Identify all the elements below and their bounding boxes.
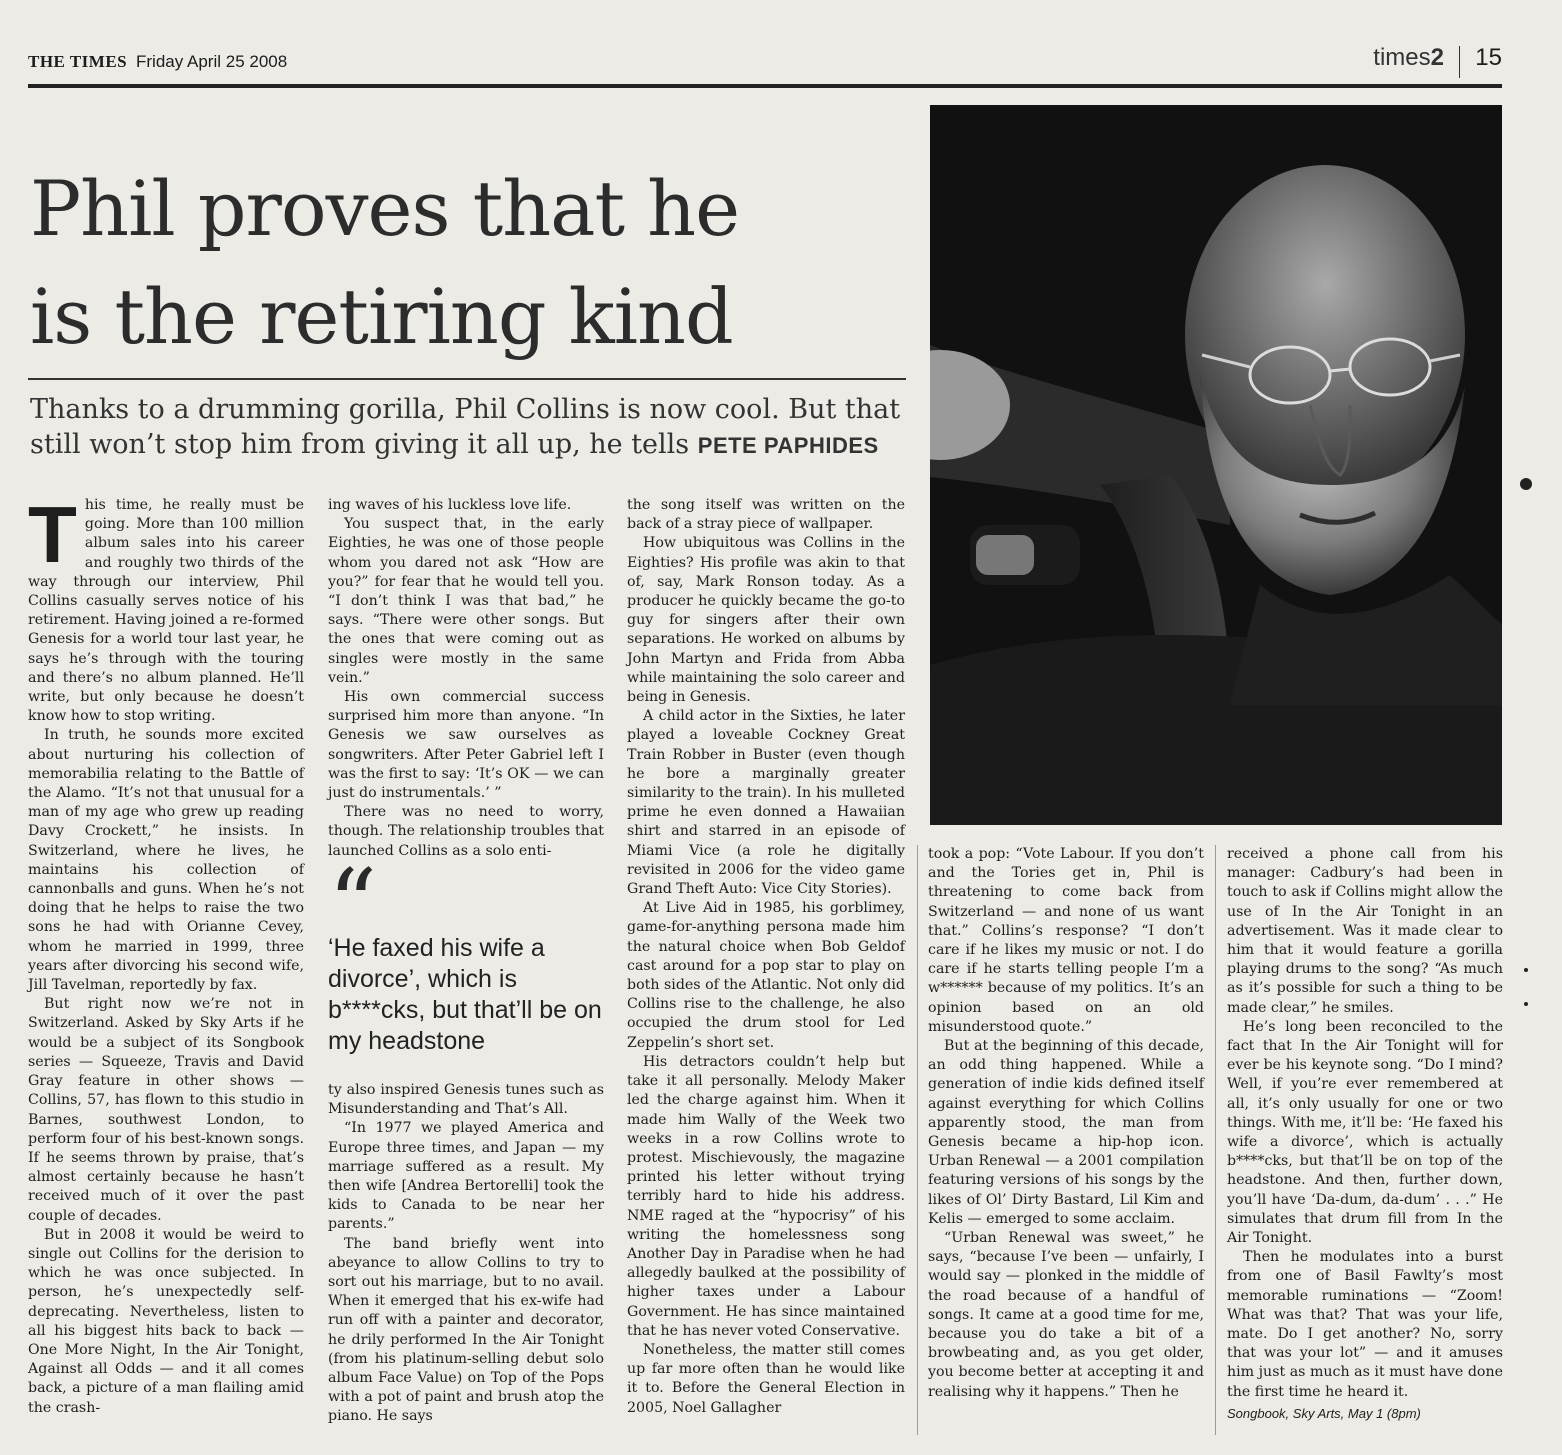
article-paragraph: took a pop: “Vote Labour. If you don’t and the Tories get in, Phil is threatening to come back from Switzerland — and none of us want that.” Collins’s response? “I don’t care if he likes my music or not. I do care if he starts telling people I’m a w****** because of my politics. It’s an opinion based on an old misunderstood quote.” xyxy=(928,846,1204,1035)
drop-cap: T xyxy=(28,490,77,579)
page-number-divider xyxy=(1459,46,1460,78)
article-column-4 xyxy=(928,845,1204,1402)
margin-dot xyxy=(1520,478,1532,490)
margin-dot xyxy=(1524,1002,1528,1006)
quote-mark-icon: “ xyxy=(328,849,378,961)
pull-quote-text: ‘He faxed his wife a divorce’, which is b****cks, but that’ll be on my headstone xyxy=(328,934,602,1055)
article-paragraph: This time, he really must be going. More than 100 million album sales into his career and roughly two thirds of the way through our interview, Phil Collins casually serves notice of his retirement. Having joined a re-formed Genesis for a world tour last year, he says he’s through with the touring and there’s no album planned. He’ll write, but only because he doesn’t know how to stop writing. xyxy=(28,490,304,725)
article-paragraph: In truth, he sounds more excited about nurturing his collection of memorabilia relating to the Battle of the Alamo. “It’s not that unusual for a man of my age who grew up reading Davy Crockett,” he insists. In Switzerland, where he lives, he maintains his collection of cannonballs and guns. When he’s not doing that he helps to raise the two sons he had with Orianne Cevey, whom he married in 1999, three years after divorcing his second wife, Jill Tavelman, reportedly by fax. xyxy=(28,727,304,994)
article-column-1 xyxy=(28,490,304,1418)
margin-dot xyxy=(1524,968,1528,972)
masthead-rule xyxy=(28,84,1502,88)
article-paragraph: At Live Aid in 1985, his gorblimey, game-for-anything persona made him the natural choice when Bob Geldof cast around for a pop star to play on both sides of the Atlantic. Not only did Collins rise to the challenge, he also occupied the drum stool for Led Zeppelin’s short set. xyxy=(627,900,905,1051)
column-divider xyxy=(917,845,918,1435)
article-paragraph: How ubiquitous was Collins in the Eighties? His profile was akin to that of, say, Mark Ronson today. As a producer he quickly became the go-to guy for singers after their own separations. He worked on albums by John Martyn and Frida from Abba while maintaining the solo career and being in Genesis. xyxy=(627,535,905,706)
column-divider xyxy=(1215,845,1216,1435)
portrait-photo xyxy=(930,105,1502,825)
headline xyxy=(30,155,910,371)
publication-date: Friday April 25 2008 xyxy=(136,52,288,71)
article-paragraph: Then he modulates into a burst from one of Basil Fawlty’s most memorable ruminations — “Zoom! What was that? That was your life, mate. Do I get another? No, sorry that was your lot” — and it amuses him just as much as it must have done the first time he heard it. xyxy=(1227,1249,1503,1400)
masthead xyxy=(28,46,1502,86)
portrait-illustration xyxy=(930,105,1502,825)
article-paragraph: the song itself was written on the back of a stray piece of wallpaper. xyxy=(627,497,905,533)
article-paragraph: You suspect that, in the early Eighties, he was one of those people whom you dared not ask “How are you?” for fear that he would tell you. “I don’t think I was that bad,” he says. “There were other songs. But the ones that were coming out as singles were mostly in the same vein.” xyxy=(328,516,604,686)
article-paragraph: ing waves of his luckless love life. xyxy=(328,497,572,513)
article-column-3 xyxy=(627,496,905,1418)
standfirst xyxy=(30,392,910,462)
article-paragraph: ty also inspired Genesis tunes such as Misunderstanding and That’s All. xyxy=(328,1082,604,1118)
page-number: 15 xyxy=(1475,44,1502,71)
article-paragraph: But at the beginning of this decade, an odd thing happened. While a generation of indie kids defined itself against everything for which Collins apparently stood, the man from Genesis became a hip-hop icon. Urban Renewal — a 2001 compilation featuring versions of his songs by the likes of Ol’ Dirty Bastard, Lil Kim and Kelis — emerged to some acclaim. xyxy=(928,1038,1204,1227)
article-column-5 xyxy=(1227,845,1503,1423)
headline-line-2: is the retiring kind xyxy=(30,271,733,361)
article-column-2-continued xyxy=(328,1081,604,1427)
article-paragraph: The band briefly went into abeyance to allow Collins to try to sort out his marriage, but to no avail. When it emerged that his ex-wife had run off with a painter and decorator, he drily performed In the Air Tonight (from his platinum-selling debut solo album Face Value) on Top of the Pops with a pot of paint and brush atop the piano. He says xyxy=(328,1235,604,1425)
article-paragraph: received a phone call from his manager: Cadbury’s had been in touch to ask if Collins might allow the use of In the Air Tonight in an advertisement. Was it made clear to him that it would feature a gorilla playing drums to the song? “As much as it’s possible for such a thing to be made clear,” he smiles. xyxy=(1227,846,1503,1016)
article-paragraph: But right now we’re not in Switzerland. Asked by Sky Arts if he would be a subject of its Songbook series — Squeeze, Travis and David Gray feature in other shows — Collins, 57, has flown to this studio in Barnes, southwest London, to perform four of his best-known songs. If he seems thrown by praise, that’s almost certainly because he hasn’t received much of it over the past couple of decades. xyxy=(28,996,304,1224)
standfirst-text: Thanks to a drumming gorilla, Phil Collins is now cool. But that still won’t stop him from giving it all up, he tells xyxy=(30,394,901,461)
byline: PETE PAPHIDES xyxy=(697,433,879,459)
article-paragraph: His own commercial success surprised him more than anyone. “In Genesis we saw ourselves as songwriters. After Peter Gabriel left I was the first to say: ‘It’s OK — we can just do instrumentals.’ ” xyxy=(328,689,604,802)
article-paragraph: “Urban Renewal was sweet,” he says, “because I’ve been — unfairly, I would say — plonked in the middle of the road because of a handful of songs. It came at a good time for me, because you do take a bit of a browbeating and, as you get older, you become better at accepting it and realising why it happens.” Then he xyxy=(928,1230,1204,1400)
article-paragraph: He’s long been reconciled to the fact that In the Air Tonight will for ever be his keynote song. “Do I mind? Well, if you’re ever remembered at all, it’s only usually for one or two things. With me, it’ll be: ‘He faxed his wife a divorce’, which is actually b****cks, but that’ll be on top of the headstone. And then, further down, you’ll have ‘Da-dum, da-dum’ . . .” He simulates that drum fill from In the Air Tonight. xyxy=(1227,1018,1503,1247)
headline-line-1: Phil proves that he xyxy=(30,164,740,253)
article-paragraph: A child actor in the Sixties, he later played a loveable Cockney Great Train Robber in Buster (even though he bore a marginally greater similarity to the train). In his mulleted prime he even donned a Hawaiian shirt and starred in an episode of Miami Vice (a role he digitally revisited in 2006 for the video game Grand Theft Auto: Vice City Stories). xyxy=(627,708,905,898)
programme-credit: Songbook, Sky Arts, May 1 (8pm) xyxy=(1227,1405,1421,1421)
paper-name: THE TIMES xyxy=(28,52,128,71)
article-paragraph: There was no need to worry, though. The relationship troubles that launched Collins as a solo enti- xyxy=(328,804,604,859)
section-name: times2 xyxy=(1373,44,1444,71)
pull-quote xyxy=(328,849,608,1057)
article-paragraph: Nonetheless, the matter still comes up far more often than he would like it to. Before the General Election in 2005, Noel Gallagher xyxy=(627,1341,905,1416)
article-paragraph: But in 2008 it would be weird to single out Collins for the derision to which he was once subjected. In person, he’s unexpectedly self-deprecating. Nevertheless, listen to all his biggest hits back to back — One More Night, In the Air Tonight, Against all Odds — and it all comes back, a picture of a man flailing amid the crash- xyxy=(28,1226,304,1416)
headline-rule xyxy=(28,378,906,380)
article-paragraph: “In 1977 we played America and Europe three times, and Japan — my marriage suffered as a result. My then wife [Andrea Bertorelli] took the kids to Canada to be near her parents.” xyxy=(328,1120,604,1233)
article-paragraph: His detractors couldn’t help but take it all personally. Melody Maker led the charge against him. When it made him Wally of the Week two weeks in a row Collins wrote to protest. Mischievously, the magazine printed his letter without trying terribly hard to hide his address. NME raged at the “hypocrisy” of his writing the homelessness song Another Day in Paradise when he had allegedly baulked at the possibility of higher taxes under a Labour Government. He has since maintained that he has never voted Conservative. xyxy=(627,1053,905,1339)
article-column-2 xyxy=(328,496,604,861)
